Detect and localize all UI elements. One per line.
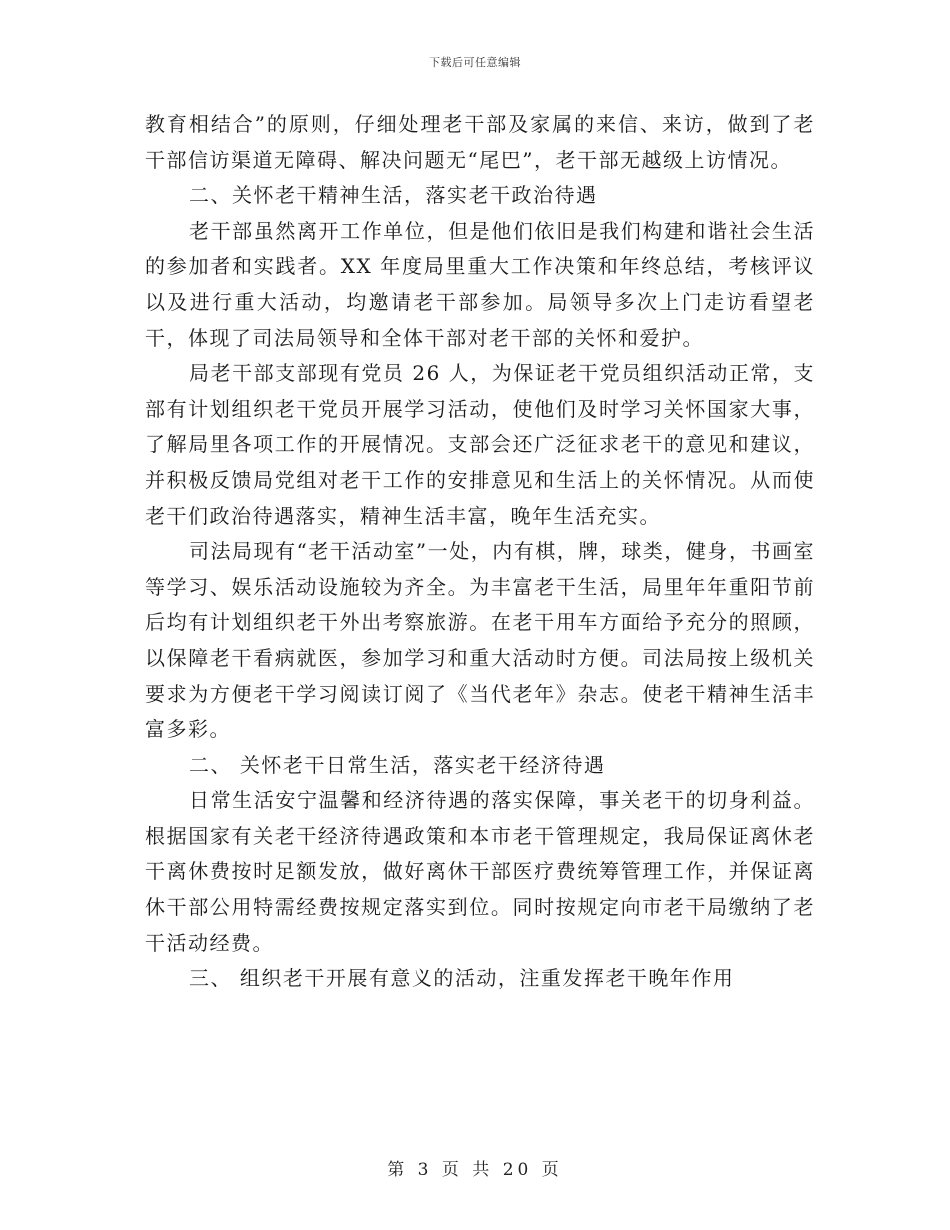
section-heading-political: 二、关怀老干精神生活，落实老干政治待遇	[189, 183, 598, 208]
paragraph-continuation: 教育相结合”的原则，仔细处理老干部及家属的来信、来访，做到了老干部信访渠道无障碍、解决问题无“尾巴”，老干部无越级上访情况。	[145, 112, 815, 172]
page-header-note: 下载后可任意编辑	[429, 56, 521, 69]
paragraph-body: 司法局现有“老干活动室”一处，内有棋，牌，球类，健身，书画室等学习、娱乐活动设施较为齐全。为丰富老干生活，局里年年重阳节前后均有计划组织老干外出考察旅游。在老干用车方面给予充分的照顾，以保障老干看病就医，参加学习和重大活动时方便。司法局按上级机关要求为方便老干学习阅读订阅了《当代老年》杂志。使老干精神生活丰富多彩。	[145, 539, 815, 742]
page-number-footer: 第 3 页 共 20 页	[387, 1160, 563, 1180]
paragraph-body: 局老干部支部现有党员 26 人，为保证老干党员组织活动正常，支部有计划组织老干党员开展学习活动，使他们及时学习关怀国家大事，了解局里各项工作的开展情况。支部会还广泛征求老干的意见和建议，并积极反馈局党组对老干工作的安排意见和生活上的关怀情况。从而使老干们政治待遇落实，精神生活丰富，晚年生活充实。	[145, 361, 815, 528]
section-heading-economic: 二、 关怀老干日常生活，落实老干经济待遇	[189, 752, 606, 777]
paragraph-body: 日常生活安宁温馨和经济待遇的落实保障，事关老干的切身利益。根据国家有关老干经济待遇政策和本市老干管理规定，我局保证离休老干离休费按时足额发放，做好离休干部医疗费统筹管理工作，并保证离休干部公用特需经费按规定落实到位。同时按规定向市老干局缴纳了老干活动经费。	[145, 788, 815, 955]
section-heading-activities: 三、 组织老干开展有意义的活动，注重发挥老干晚年作用	[189, 966, 735, 991]
paragraph-body: 老干部虽然离开工作单位，但是他们依旧是我们构建和谐社会生活的参加者和实践者。XX 年度局里重大工作决策和年终总结，考核评议以及进行重大活动，均邀请老干部参加。局领导多次上门走访看望老干，体现了司法局领导和全体干部对老干部的关怀和爱护。	[145, 218, 815, 350]
document-body	[145, 107, 815, 997]
